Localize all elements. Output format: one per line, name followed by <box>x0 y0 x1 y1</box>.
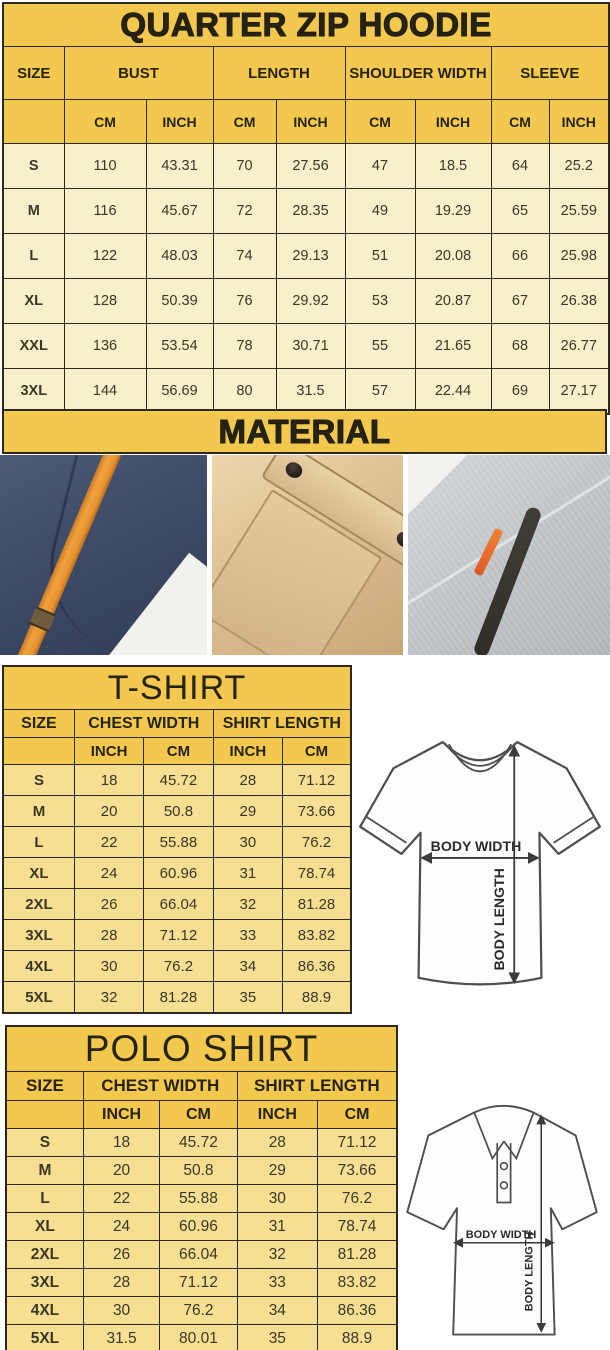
data-cell: 24 <box>83 1213 159 1241</box>
data-cell: 29 <box>237 1157 317 1185</box>
data-cell: 60.96 <box>160 1213 237 1241</box>
hoodie-row-s <box>3 144 609 189</box>
data-cell: 33 <box>213 920 282 951</box>
tshirt-col-size: SIZE <box>3 710 74 738</box>
material-photo-gray-fleece <box>408 455 610 655</box>
tshirt-row-s <box>3 765 351 796</box>
tshirt-row-3xl <box>3 920 351 951</box>
body-width-label: BODY WIDTH <box>465 1228 537 1241</box>
tshirt-col-chest-width: CHEST WIDTH <box>74 710 213 738</box>
hoodie-unit-cell: CM <box>345 100 415 144</box>
tshirt-row-xl <box>3 858 351 889</box>
hoodie-col-shoulder-width: SHOULDER WIDTH <box>345 47 491 100</box>
data-cell: 22 <box>74 827 143 858</box>
data-cell: 66.04 <box>160 1241 237 1269</box>
data-cell: 53.54 <box>146 324 213 369</box>
size-label: XXL <box>3 324 64 369</box>
data-cell: 25.2 <box>549 144 609 189</box>
size-label: L <box>3 234 64 279</box>
size-label: 4XL <box>3 951 74 982</box>
data-cell: 45.72 <box>144 765 213 796</box>
data-cell: 45.72 <box>160 1129 237 1157</box>
hoodie-row-3xl <box>3 369 609 415</box>
data-cell: 66 <box>491 234 549 279</box>
polo-unit-cell: INCH <box>237 1101 317 1129</box>
size-label: L <box>3 827 74 858</box>
hoodie-row-xl <box>3 279 609 324</box>
data-cell: 29 <box>213 796 282 827</box>
strap-clasp <box>29 606 56 632</box>
size-label: XL <box>3 858 74 889</box>
polo-row-l <box>6 1185 397 1213</box>
data-cell: 86.36 <box>318 1297 397 1325</box>
size-label: S <box>6 1129 83 1157</box>
tshirt-unit-cell: INCH <box>213 738 282 765</box>
data-cell: 18.5 <box>415 144 491 189</box>
data-cell: 51 <box>345 234 415 279</box>
data-cell: 81.28 <box>283 889 351 920</box>
data-cell: 76.2 <box>144 951 213 982</box>
hoodie-col-size: SIZE <box>3 47 64 100</box>
data-cell: 60.96 <box>144 858 213 889</box>
data-cell: 78.74 <box>283 858 351 889</box>
data-cell: 31.5 <box>276 369 345 415</box>
data-cell: 70 <box>213 144 276 189</box>
material-photo-khaki-pocket <box>212 455 403 655</box>
data-cell: 88.9 <box>318 1325 397 1350</box>
data-cell: 45.67 <box>146 189 213 234</box>
data-cell: 21.65 <box>415 324 491 369</box>
size-label: 2XL <box>3 889 74 920</box>
data-cell: 18 <box>83 1129 159 1157</box>
data-cell: 116 <box>64 189 146 234</box>
tshirt-row-5xl <box>3 982 351 1014</box>
data-cell: 29.13 <box>276 234 345 279</box>
size-label: 5XL <box>3 982 74 1014</box>
data-cell: 28.35 <box>276 189 345 234</box>
data-cell: 32 <box>74 982 143 1014</box>
data-cell: 35 <box>213 982 282 1014</box>
data-cell: 47 <box>345 144 415 189</box>
data-cell: 20 <box>74 796 143 827</box>
polo-col-shirt-length: SHIRT LENGTH <box>237 1072 397 1101</box>
size-label: 4XL <box>6 1297 83 1325</box>
data-cell: 81.28 <box>318 1241 397 1269</box>
hoodie-unit-cell: INCH <box>146 100 213 144</box>
hoodie-unit-cell: INCH <box>276 100 345 144</box>
data-cell: 31 <box>213 858 282 889</box>
material-photo-navy-fleece <box>0 455 207 655</box>
hoodie-row-l <box>3 234 609 279</box>
data-cell: 26 <box>83 1241 159 1269</box>
data-cell: 50.8 <box>160 1157 237 1185</box>
data-cell: 110 <box>64 144 146 189</box>
data-cell: 78 <box>213 324 276 369</box>
size-label: S <box>3 765 74 796</box>
data-cell: 69 <box>491 369 549 415</box>
data-cell: 34 <box>213 951 282 982</box>
hoodie-row-xxl <box>3 324 609 369</box>
data-cell: 27.17 <box>549 369 609 415</box>
data-cell: 136 <box>64 324 146 369</box>
data-cell: 19.29 <box>415 189 491 234</box>
data-cell: 31.5 <box>83 1325 159 1350</box>
polo-measurement-diagram <box>398 1080 606 1348</box>
polo-outline <box>407 1106 597 1335</box>
tshirt-row-2xl <box>3 889 351 920</box>
data-cell: 31 <box>237 1213 317 1241</box>
data-cell: 32 <box>237 1241 317 1269</box>
polo-unit-cell: INCH <box>83 1101 159 1129</box>
data-cell: 28 <box>83 1269 159 1297</box>
data-cell: 71.12 <box>318 1129 397 1157</box>
data-cell: 22.44 <box>415 369 491 415</box>
hoodie-col-bust: BUST <box>64 47 213 100</box>
data-cell: 29.92 <box>276 279 345 324</box>
tshirt-unit-blank <box>3 738 74 765</box>
data-cell: 73.66 <box>318 1157 397 1185</box>
data-cell: 76.2 <box>283 827 351 858</box>
size-label: 3XL <box>3 920 74 951</box>
polo-unit-blank <box>6 1101 83 1129</box>
data-cell: 53 <box>345 279 415 324</box>
size-label: 3XL <box>6 1269 83 1297</box>
data-cell: 86.36 <box>283 951 351 982</box>
data-cell: 66.04 <box>144 889 213 920</box>
data-cell: 33 <box>237 1269 317 1297</box>
data-cell: 71.12 <box>144 920 213 951</box>
size-label: M <box>6 1157 83 1185</box>
data-cell: 78.74 <box>318 1213 397 1241</box>
data-cell: 81.28 <box>144 982 213 1014</box>
tshirt-unit-cell: CM <box>283 738 351 765</box>
data-cell: 28 <box>237 1129 317 1157</box>
body-length-label: BODY LENGTH <box>523 1231 536 1312</box>
data-cell: 30 <box>74 951 143 982</box>
polo-row-5xl <box>6 1325 397 1350</box>
size-label: S <box>3 144 64 189</box>
data-cell: 30.71 <box>276 324 345 369</box>
size-label: 2XL <box>6 1241 83 1269</box>
data-cell: 30 <box>213 827 282 858</box>
data-cell: 65 <box>491 189 549 234</box>
data-cell: 68 <box>491 324 549 369</box>
tshirt-row-m <box>3 796 351 827</box>
polo-row-xl <box>6 1213 397 1241</box>
data-cell: 48.03 <box>146 234 213 279</box>
data-cell: 26.77 <box>549 324 609 369</box>
data-cell: 83.82 <box>283 920 351 951</box>
data-cell: 32 <box>213 889 282 920</box>
data-cell: 88.9 <box>283 982 351 1014</box>
data-cell: 144 <box>64 369 146 415</box>
snap-button-right <box>394 529 403 551</box>
body-length-label: BODY LENGTH <box>491 868 508 971</box>
data-cell: 18 <box>74 765 143 796</box>
polo-title: POLO SHIRT <box>6 1026 397 1072</box>
hoodie-col-length: LENGTH <box>213 47 345 100</box>
data-cell: 50.39 <box>146 279 213 324</box>
data-cell: 56.69 <box>146 369 213 415</box>
tshirt-unit-cell: INCH <box>74 738 143 765</box>
data-cell: 34 <box>237 1297 317 1325</box>
data-cell: 30 <box>237 1185 317 1213</box>
data-cell: 20.87 <box>415 279 491 324</box>
polo-col-size: SIZE <box>6 1072 83 1101</box>
data-cell: 64 <box>491 144 549 189</box>
tshirt-col-shirt-length: SHIRT LENGTH <box>213 710 351 738</box>
data-cell: 74 <box>213 234 276 279</box>
data-cell: 20 <box>83 1157 159 1185</box>
data-cell: 24 <box>74 858 143 889</box>
snap-button-left <box>283 459 305 481</box>
hoodie-unit-cell: INCH <box>549 100 609 144</box>
tshirt-unit-cell: CM <box>144 738 213 765</box>
polo-unit-cell: CM <box>318 1101 397 1129</box>
size-label: M <box>3 796 74 827</box>
data-cell: 76.2 <box>318 1185 397 1213</box>
data-cell: 76.2 <box>160 1297 237 1325</box>
tshirt-row-4xl <box>3 951 351 982</box>
data-cell: 49 <box>345 189 415 234</box>
hoodie-size-table <box>2 2 610 415</box>
data-cell: 30 <box>83 1297 159 1325</box>
data-cell: 26.38 <box>549 279 609 324</box>
data-cell: 20.08 <box>415 234 491 279</box>
data-cell: 55 <box>345 324 415 369</box>
tshirt-row-l <box>3 827 351 858</box>
data-cell: 25.98 <box>549 234 609 279</box>
polo-col-chest-width: CHEST WIDTH <box>83 1072 237 1101</box>
data-cell: 122 <box>64 234 146 279</box>
data-cell: 25.59 <box>549 189 609 234</box>
hoodie-unit-blank <box>3 100 64 144</box>
polo-row-s <box>6 1129 397 1157</box>
data-cell: 22 <box>83 1185 159 1213</box>
data-cell: 28 <box>213 765 282 796</box>
polo-unit-cell: CM <box>160 1101 237 1129</box>
polo-row-m <box>6 1157 397 1185</box>
hoodie-unit-cell: CM <box>64 100 146 144</box>
data-cell: 72 <box>213 189 276 234</box>
tshirt-measurement-diagram <box>353 726 607 1008</box>
tshirt-title: T-SHIRT <box>3 666 351 710</box>
data-cell: 80 <box>213 369 276 415</box>
material-heading: MATERIAL <box>2 409 607 454</box>
size-label: 3XL <box>3 369 64 415</box>
size-label: 5XL <box>6 1325 83 1350</box>
data-cell: 76 <box>213 279 276 324</box>
data-cell: 55.88 <box>160 1185 237 1213</box>
body-width-label: BODY WIDTH <box>430 837 522 854</box>
data-cell: 73.66 <box>283 796 351 827</box>
data-cell: 43.31 <box>146 144 213 189</box>
data-cell: 28 <box>74 920 143 951</box>
hoodie-title: QUARTER ZIP HOODIE <box>3 3 609 47</box>
polo-row-2xl <box>6 1241 397 1269</box>
polo-row-3xl <box>6 1269 397 1297</box>
data-cell: 55.88 <box>144 827 213 858</box>
data-cell: 83.82 <box>318 1269 397 1297</box>
cargo-pocket <box>212 455 403 655</box>
size-label: L <box>6 1185 83 1213</box>
hoodie-unit-cell: INCH <box>415 100 491 144</box>
data-cell: 27.56 <box>276 144 345 189</box>
hoodie-unit-cell: CM <box>491 100 549 144</box>
size-label: XL <box>6 1213 83 1241</box>
data-cell: 71.12 <box>160 1269 237 1297</box>
polo-row-4xl <box>6 1297 397 1325</box>
polo-size-table <box>5 1025 398 1350</box>
data-cell: 50.8 <box>144 796 213 827</box>
data-cell: 67 <box>491 279 549 324</box>
size-label: XL <box>3 279 64 324</box>
data-cell: 26 <box>74 889 143 920</box>
data-cell: 80.01 <box>160 1325 237 1350</box>
data-cell: 71.12 <box>283 765 351 796</box>
tshirt-size-table <box>2 665 352 1014</box>
tshirt-outline <box>360 742 600 984</box>
data-cell: 128 <box>64 279 146 324</box>
hoodie-unit-cell: CM <box>213 100 276 144</box>
data-cell: 57 <box>345 369 415 415</box>
size-label: M <box>3 189 64 234</box>
data-cell: 35 <box>237 1325 317 1350</box>
hoodie-col-sleeve: SLEEVE <box>491 47 609 100</box>
hoodie-row-m <box>3 189 609 234</box>
